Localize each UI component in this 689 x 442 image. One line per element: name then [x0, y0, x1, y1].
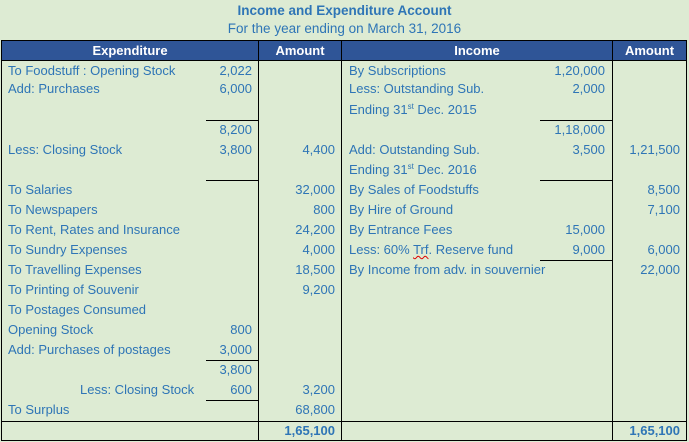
printing-label: To Printing of Souvenir — [8, 282, 139, 297]
add-os-ending-date: Dec. 2016 — [413, 162, 477, 177]
reserve-value: 9,000 — [572, 242, 605, 257]
food-subtotal: 8,200 — [219, 122, 252, 137]
border-left — [1, 40, 2, 441]
travel-value: 18,500 — [295, 262, 335, 277]
header-expenditure: Expenditure — [1, 40, 259, 61]
less-os-ending-date: Dec. 2015 — [413, 102, 477, 117]
add-os-ending — [349, 162, 477, 178]
reserve-label-pre: Less: 60% — [349, 242, 414, 257]
subs-label: By Subscriptions — [349, 63, 446, 78]
less-os-ending-text: Ending 31 — [349, 102, 408, 117]
postage-net: 3,200 — [302, 382, 335, 397]
salaries-label: To Salaries — [8, 182, 73, 197]
food-closing: 3,800 — [219, 142, 252, 157]
sales-value: 8,500 — [647, 182, 680, 197]
purchases-label: Add: Purchases — [8, 81, 100, 96]
entrance-net: 6,000 — [647, 242, 680, 257]
food-closing-label: Less: Closing Stock — [8, 142, 123, 157]
total-bottom-line — [1, 440, 687, 441]
entrance-net-line — [540, 260, 612, 261]
less-os-value: 2,000 — [572, 81, 605, 96]
hire-value: 7,100 — [647, 202, 680, 217]
sundry-value: 4,000 — [302, 242, 335, 257]
reserve-label — [349, 242, 513, 258]
header-amount-right: Amount — [612, 40, 687, 61]
food-subtotal-line — [206, 120, 258, 121]
postage-subtotal-line — [206, 360, 258, 361]
expenditure-total: 1,65,100 — [284, 423, 335, 438]
surplus-label: To Surplus — [8, 402, 70, 417]
postage-opening-label: Opening Stock — [8, 322, 94, 337]
add-os-ending-text: Ending 31 — [349, 162, 408, 177]
divider-amount-right — [612, 40, 613, 441]
reserve-label-trf: Trf — [413, 242, 429, 257]
salaries-value: 32,000 — [295, 182, 335, 197]
less-os-ending-sup: st — [407, 102, 414, 111]
page-subtitle: For the year ending on March 31, 2016 — [227, 21, 462, 36]
postage-closing: 600 — [230, 382, 252, 397]
postage-purchases: 3,000 — [219, 342, 252, 357]
postage-label: To Postages Consumed — [8, 302, 147, 317]
travel-label: To Travelling Expenses — [8, 262, 142, 277]
less-os-label: Less: Outstanding Sub. — [349, 81, 485, 96]
newspapers-label: To Newspapers — [8, 202, 98, 217]
subs-subtotal: 1,18,000 — [554, 122, 605, 137]
postage-purchases-label: Add: Purchases of postages — [8, 342, 171, 357]
header-income: Income — [341, 40, 613, 61]
surplus-value: 68,800 — [295, 402, 335, 417]
postage-opening: 800 — [230, 322, 252, 337]
total-top-line — [1, 421, 687, 422]
divider-amount-left — [258, 40, 259, 441]
food-net-line — [206, 180, 258, 181]
header-amount-left: Amount — [258, 40, 342, 61]
adv-label: By Income from adv. in souvernier — [349, 262, 546, 277]
purchases-value: 6,000 — [219, 81, 252, 96]
sundry-label: To Sundry Expenses — [8, 242, 128, 257]
subs-subtotal-line — [540, 120, 612, 121]
subs-net: 1,21,500 — [629, 142, 680, 157]
foodstuff-opening: 2,022 — [219, 63, 252, 78]
foodstuff-label: To Foodstuff : Opening Stock — [8, 63, 176, 78]
subs-value: 1,20,000 — [554, 63, 605, 78]
income-total: 1,65,100 — [629, 423, 680, 438]
postage-subtotal: 3,800 — [219, 362, 252, 377]
entrance-label: By Entrance Fees — [349, 222, 453, 237]
less-os-ending — [349, 102, 477, 118]
newspapers-value: 800 — [313, 202, 335, 217]
rent-label: To Rent, Rates and Insurance — [8, 222, 180, 237]
subs-net-line — [540, 180, 612, 181]
add-os-ending-sup: st — [407, 162, 414, 171]
add-os-value: 3,500 — [572, 142, 605, 157]
postage-net-line — [206, 400, 258, 401]
add-os-label: Add: Outstanding Sub. — [349, 142, 480, 157]
printing-value: 9,200 — [302, 282, 335, 297]
reserve-label-post: . Reserve fund — [428, 242, 514, 257]
page-title: Income and Expenditure Account — [237, 3, 452, 18]
entrance-value: 15,000 — [565, 222, 605, 237]
hire-label: By Hire of Ground — [349, 202, 454, 217]
adv-value: 22,000 — [640, 262, 680, 277]
postage-closing-label: Less: Closing Stock — [80, 382, 195, 397]
divider-income — [341, 40, 342, 441]
rent-value: 24,200 — [295, 222, 335, 237]
border-right — [686, 40, 687, 441]
food-net: 4,400 — [302, 142, 335, 157]
sales-label: By Sales of Foodstuffs — [349, 182, 479, 197]
